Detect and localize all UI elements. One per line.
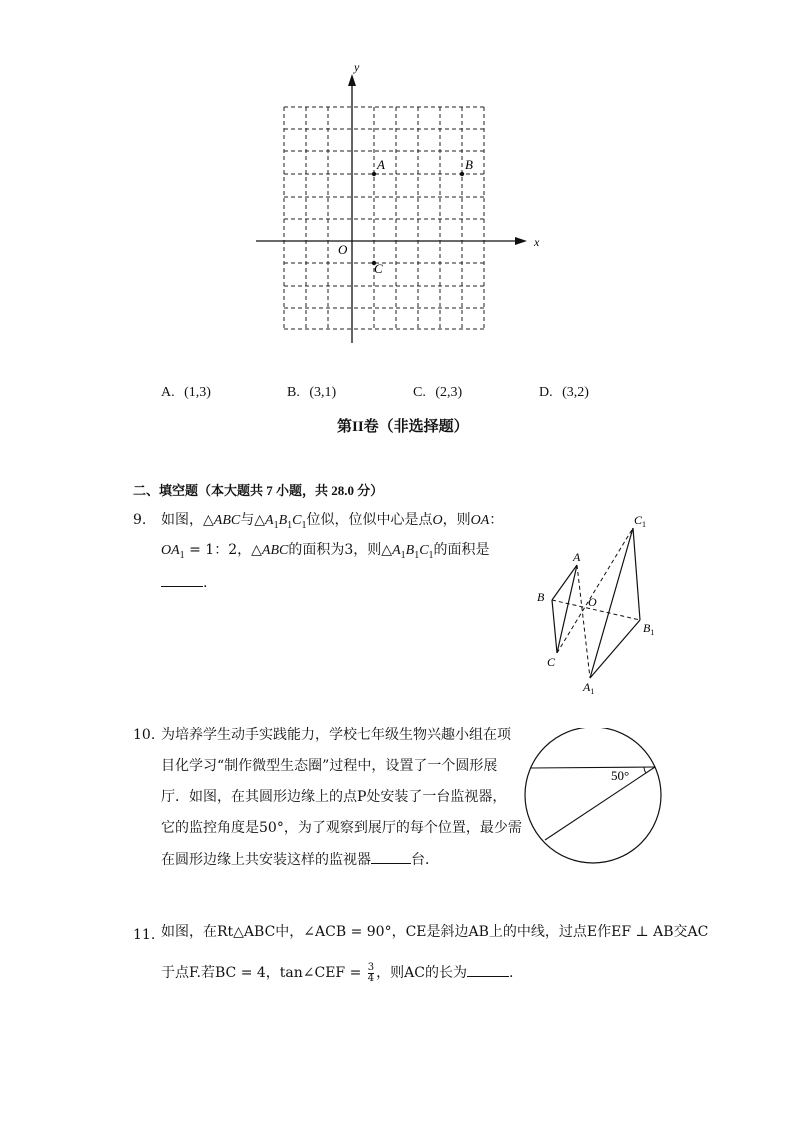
choice-d (539, 385, 589, 401)
y-axis-label: y (354, 60, 360, 74)
question-9-line-3: . (161, 572, 207, 593)
choice-b (287, 385, 336, 401)
label-c: C (547, 655, 556, 669)
label-a: A (573, 550, 581, 564)
question-9-number: 9. (133, 512, 147, 528)
point-b (460, 172, 464, 176)
choice-value: (3,1) (309, 385, 337, 400)
question-9-line-2: $OA_1 = 1$：2，△ABC的面积为3，则$\triangle A_1B_1C_1$的面积是 (161, 542, 490, 561)
choice-letter: A. (161, 385, 175, 400)
circle-monitor-figure (520, 728, 670, 868)
y-axis-arrow-icon (348, 74, 356, 86)
point-b-label: B (465, 157, 473, 172)
answer-blank[interactable] (371, 849, 411, 864)
question-9-line-1: 如图，△ABC与$\triangle A_1B_1C_1$位似，位似中心是点O，则OA： (161, 512, 504, 531)
point-a (372, 172, 376, 176)
question-10-line-2: 目化学习“制作微型生态圈”过程中，设置了一个圆形展 (161, 758, 498, 774)
choice-value: (2,3) (435, 385, 463, 400)
label-a1: $A_1$ (583, 680, 595, 696)
x-axis-arrow-icon (515, 237, 527, 245)
similar-triangles-figure (530, 508, 670, 698)
point-a-label: A (377, 157, 385, 172)
question-11-line-1: 如图，在Rt△ABC中，∠ACB = 90°，CE是斜边AB上的中线，过点E作EF ⊥ AB交AC (161, 924, 709, 940)
section-title: 第II卷（非选择题） (337, 419, 469, 435)
fraction: $\frac{3}{4}$ (367, 961, 375, 984)
choice-value: (1,3) (184, 385, 211, 400)
answer-blank[interactable] (467, 962, 509, 977)
label-b: B (537, 590, 545, 604)
question-10-line-1: 为培养学生动手实践能力，学校七年级生物兴趣小组在项 (161, 727, 511, 743)
answer-blank[interactable] (161, 572, 203, 587)
question-10-line-3: 厅．如图，在其圆形边缘上的点P处安装了一台监视器， (161, 789, 507, 805)
dashed-grid (284, 107, 484, 329)
choice-value: (3,2) (562, 385, 589, 400)
label-c1: $C_1$ (634, 513, 647, 529)
choice-letter: B. (287, 385, 300, 400)
origin-label: O (338, 242, 348, 257)
choice-a (161, 385, 211, 401)
choice-letter: D. (539, 385, 553, 400)
question-11-line-2: 于点F.若BC = 4，tan∠CEF = $\frac{3}{4}$ ，则AC的长为 . (161, 961, 514, 984)
question-10-line-4: 它的监控角度是50°，为了观察到展厅的每个位置，最少需 (161, 820, 522, 836)
point-c-label: C (374, 261, 383, 276)
angle-label: 50° (611, 768, 630, 783)
question-10-number: 10. (133, 727, 156, 743)
choice-c (413, 385, 462, 401)
x-axis-label: x (534, 235, 540, 249)
question-11-number: 11. (133, 927, 156, 943)
part-header: 二、填空题（本大题共 7 小题，共 28.0 分） (133, 483, 384, 498)
label-o: O (588, 595, 597, 609)
coordinate-grid-figure (250, 55, 550, 350)
choice-letter: C. (413, 385, 426, 400)
question-10-line-5: 在圆形边缘上共安装这样的监视器 台． (161, 849, 439, 870)
label-b1: $B_1$ (643, 621, 655, 637)
